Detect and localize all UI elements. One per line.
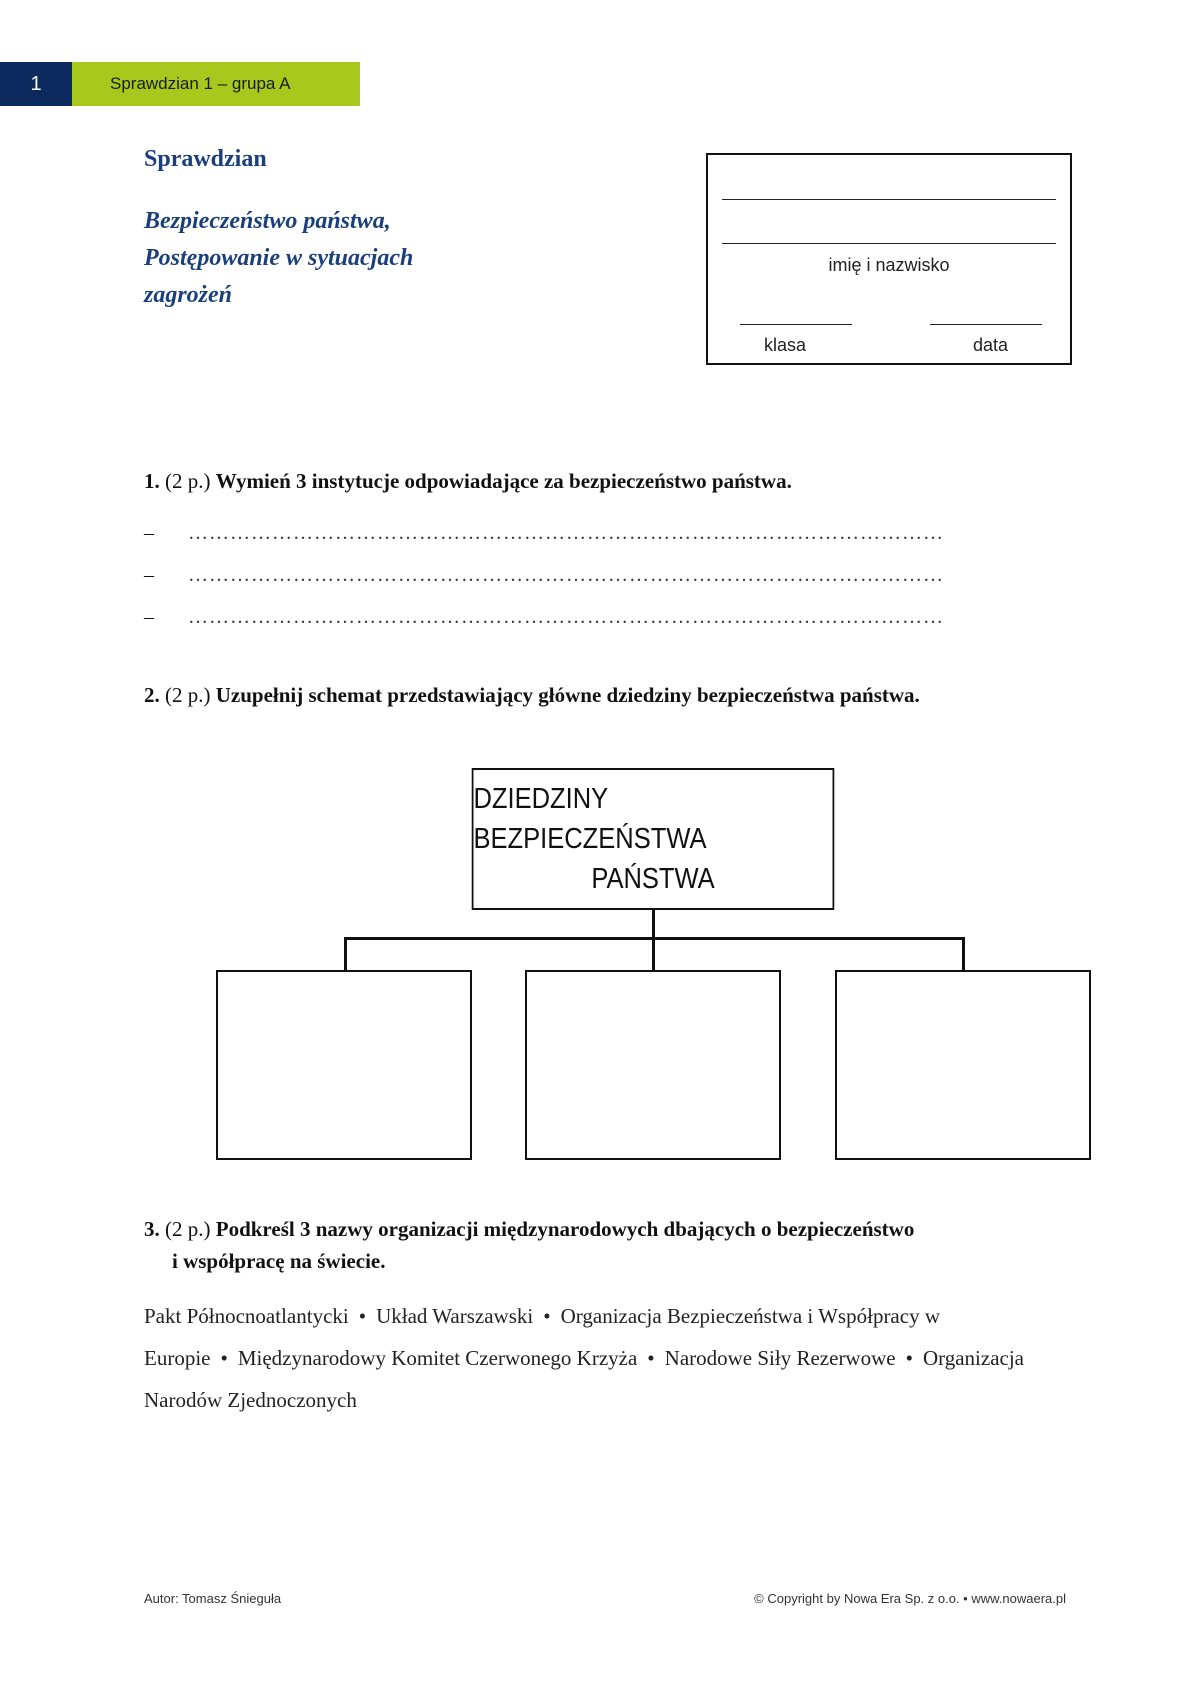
organizations-list — [144, 1295, 1064, 1421]
diagram-main-box — [472, 768, 835, 910]
subtitle-line-3: zagrożeń — [144, 282, 233, 308]
bullet-separator: • — [543, 1304, 551, 1328]
answer-dash: – — [144, 564, 154, 586]
diagram-answer-box-1[interactable] — [216, 970, 472, 1160]
answer-dash: – — [144, 606, 154, 628]
footer-copyright: © Copyright by Nowa Era Sp. z o.o. • www.nowaera.pl — [754, 1591, 1066, 1606]
bullet-separator: • — [220, 1346, 228, 1370]
q3-points: (2 p.) — [165, 1217, 211, 1241]
page-number: 1 — [0, 62, 72, 106]
page-title: Sprawdzian — [144, 146, 267, 172]
date-label: data — [973, 335, 1009, 355]
diagram-connector-right — [962, 937, 965, 970]
bullet-separator: • — [647, 1346, 655, 1370]
org-item[interactable]: Organizacja Narodów Zjednoczonych — [144, 1346, 1025, 1412]
q2-number: 2. — [144, 683, 160, 707]
class-label: klasa — [764, 335, 807, 355]
name-line-2[interactable] — [722, 243, 1056, 244]
answer-dash: – — [144, 522, 154, 544]
diagram-answer-box-3[interactable] — [835, 970, 1091, 1160]
diagram-title-line-2: PAŃSTWA — [591, 863, 715, 895]
diagram-answer-box-2[interactable] — [525, 970, 781, 1160]
q1-answer-3[interactable] — [144, 606, 1064, 629]
org-item[interactable]: Pakt Północnoatlantycki — [144, 1304, 349, 1328]
q1-points: (2 p.) — [165, 469, 211, 493]
domains-diagram — [210, 768, 1100, 1168]
diagram-connector-middle — [652, 937, 655, 970]
bullet-separator: • — [905, 1346, 913, 1370]
q3-number: 3. — [144, 1217, 160, 1241]
date-line[interactable] — [930, 324, 1042, 325]
question-3 — [144, 1213, 1064, 1277]
question-1 — [144, 469, 792, 494]
diagram-connector-left — [344, 937, 347, 970]
org-item[interactable]: Międzynarodowy Komitet Czerwonego Krzyża — [237, 1346, 638, 1370]
q1-number: 1. — [144, 469, 160, 493]
diagram-connector-vertical — [652, 910, 655, 938]
diagram-title-line-1: DZIEDZINY BEZPIECZEŃSTWA — [473, 783, 707, 855]
answer-dots: ……………………………………………………………………………………………… — [188, 564, 944, 586]
answer-dots: ……………………………………………………………………………………………… — [188, 606, 944, 628]
name-label: imię i nazwisko — [828, 255, 950, 275]
q1-text: Wymień 3 instytucje odpowiadające za bezpieczeństwo państwa. — [215, 469, 792, 493]
subtitle-line-2: Postępowanie w sytuacjach — [144, 245, 414, 271]
q3-text-line-2: i współpracę na świecie. — [172, 1249, 386, 1273]
q3-text-line-1: Podkreśl 3 nazwy organizacji międzynarodowych dbających o bezpieczeństwo — [215, 1217, 915, 1241]
answer-dots: ……………………………………………………………………………………………… — [188, 522, 944, 544]
bullet-separator: • — [358, 1304, 367, 1328]
student-info-box — [706, 153, 1072, 365]
org-item[interactable]: Narodowe Siły Rezerwowe — [664, 1346, 896, 1370]
name-line-1[interactable] — [722, 199, 1056, 200]
org-item[interactable]: Układ Warszawski — [376, 1304, 534, 1328]
question-2 — [144, 683, 920, 708]
q2-text: Uzupełnij schemat przedstawiający główne dziedziny bezpieczeństwa państwa. — [215, 683, 920, 707]
q2-points: (2 p.) — [165, 683, 211, 707]
header-label: Sprawdzian 1 – grupa A — [72, 62, 360, 106]
q1-answer-1[interactable] — [144, 522, 1064, 545]
q1-answer-2[interactable] — [144, 564, 1064, 587]
class-line[interactable] — [740, 324, 852, 325]
org-item[interactable]: Organizacja Bezpieczeństwa i Współpracy w Europie — [144, 1304, 940, 1370]
subtitle — [144, 203, 504, 314]
subtitle-line-1: Bezpieczeństwo państwa, — [144, 208, 391, 234]
footer-author: Autor: Tomasz Śnieguła — [144, 1591, 282, 1606]
